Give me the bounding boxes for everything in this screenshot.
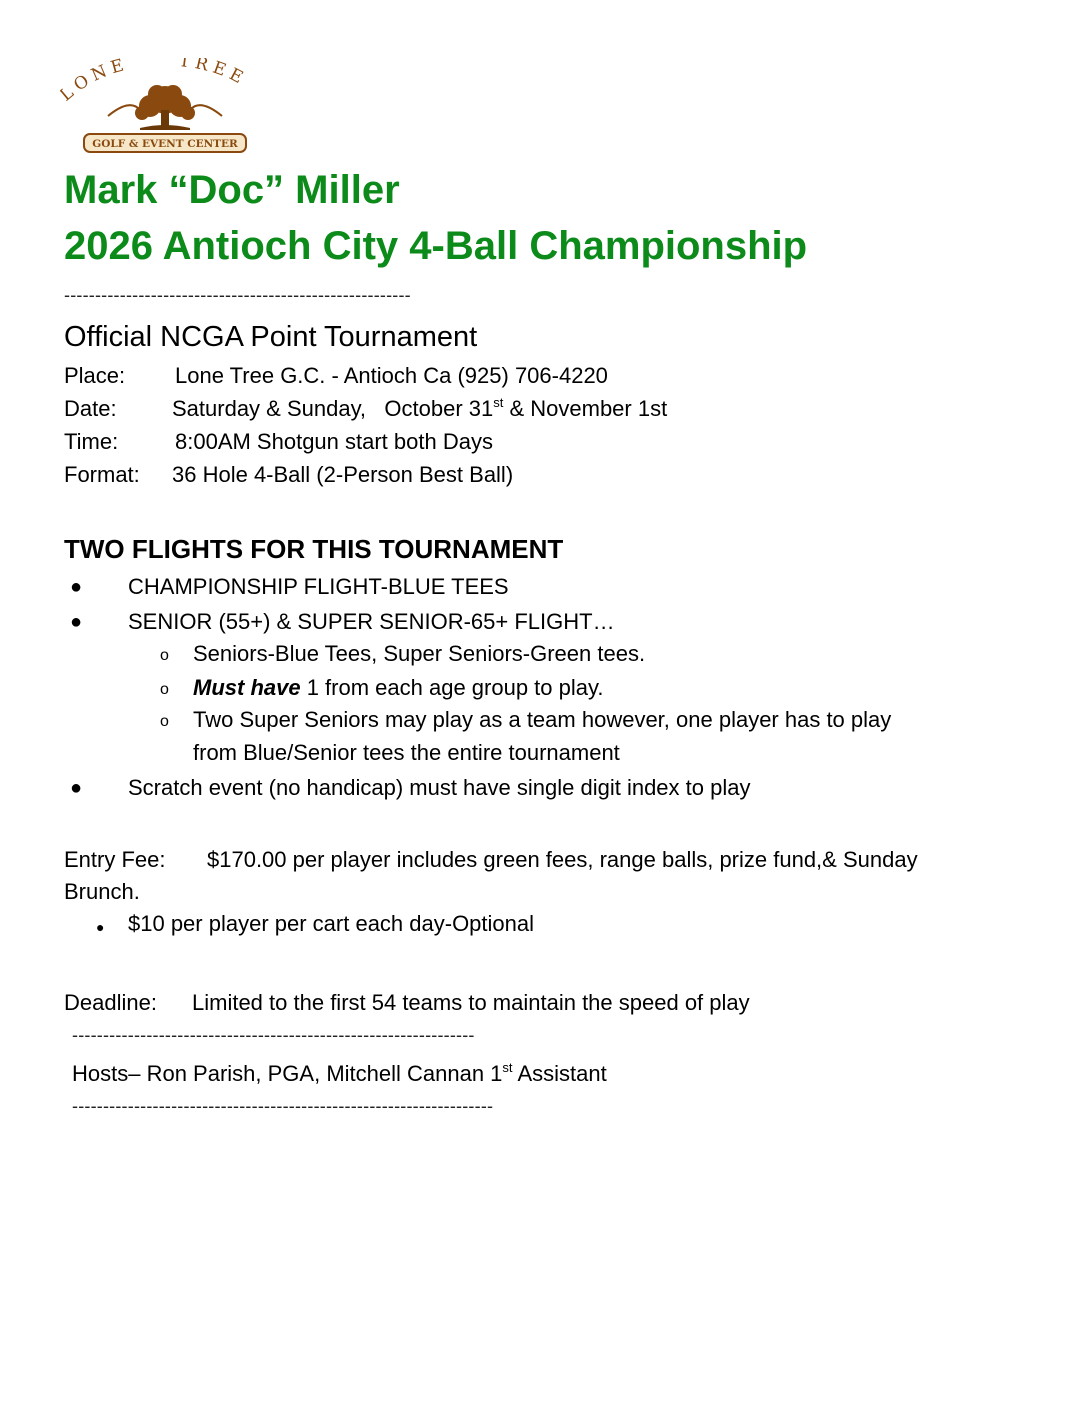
date-label: Date: <box>64 396 117 421</box>
divider-middle: ----------------------------------------------------------------- <box>72 1025 475 1045</box>
senior-subitem-team-line-1: Two Super Seniors may play as a team however, one player has to play <box>193 707 892 732</box>
must-have-emphasis: Must have <box>193 675 301 700</box>
place-label: Place: <box>64 363 126 388</box>
date-suffix: st <box>493 395 504 410</box>
hosts-suffix: st <box>502 1060 513 1075</box>
title-line-2: 2026 Antioch City 4-Ball Championship <box>64 224 808 268</box>
entry-fee-label: Entry Fee: <box>64 847 166 872</box>
subtitle: Official NCGA Point Tournament <box>64 321 478 353</box>
divider-bottom: -------------------------------------------------------------------- <box>72 1096 494 1116</box>
lone-tree-logo <box>60 58 270 158</box>
bullet-icon: ● <box>70 611 83 633</box>
svg-text:GOLF & EVENT CENTER: GOLF & EVENT CENTER <box>92 138 238 150</box>
bullet-icon: ● <box>70 777 83 799</box>
flights-heading: TWO FLIGHTS FOR THIS TOURNAMENT <box>64 534 564 564</box>
deadline-value: Limited to the first 54 teams to maintain the speed of play <box>192 990 750 1015</box>
entry-fee-value: $170.00 per player includes green fees, range balls, prize fund,& Sunday <box>207 847 918 872</box>
bullet-icon: ● <box>70 576 83 598</box>
flight-item-senior: SENIOR (55+) & SUPER SENIOR-65+ FLIGHT… <box>128 609 615 634</box>
date-value-main: Saturday & Sunday, October 31 <box>172 396 494 421</box>
cart-fee: $10 per player per cart each day-Optional <box>128 911 535 936</box>
format-label: Format: <box>64 462 140 487</box>
svg-text:TREE: TREE <box>177 58 251 91</box>
hosts-text: Hosts– Ron Parish, PGA, Mitchell Cannan 1 <box>72 1061 503 1086</box>
time-value: 8:00AM Shotgun start both Days <box>175 429 493 454</box>
place-value: Lone Tree G.C. - Antioch Ca (925) 706-4220 <box>175 363 608 388</box>
senior-subitem-tees: Seniors-Blue Tees, Super Seniors-Green tees. <box>193 641 646 666</box>
hosts-text-end: Assistant <box>512 1061 607 1086</box>
age-group-text: 1 from each age group to play. <box>300 675 604 700</box>
deadline-label: Deadline: <box>64 990 157 1015</box>
entry-fee-value-cont: Brunch. <box>64 879 140 904</box>
date-value <box>172 394 667 424</box>
bullet-icon: ● <box>96 919 105 935</box>
circle-bullet-icon: o <box>160 681 169 698</box>
date-value-end: & November 1st <box>503 396 668 421</box>
format-value: 36 Hole 4-Ball (2-Person Best Ball) <box>172 462 514 487</box>
title-line-1: Mark “Doc” Miller <box>64 168 400 212</box>
lone-tree-logo-graphic <box>60 58 270 158</box>
svg-text:LONE: ONE <box>70 58 131 96</box>
circle-bullet-icon: o <box>160 713 169 730</box>
flight-item-scratch: Scratch event (no handicap) must have single digit index to play <box>128 775 751 800</box>
hosts-line <box>72 1059 607 1089</box>
flight-item-championship: CHAMPIONSHIP FLIGHT-BLUE TEES <box>128 574 509 599</box>
time-label: Time: <box>64 429 119 454</box>
senior-subitem-age-group <box>193 673 603 703</box>
senior-subitem-team-line-2: from Blue/Senior tees the entire tournament <box>193 740 620 765</box>
divider-top: -------------------------------------------------------- <box>64 285 411 305</box>
circle-bullet-icon: o <box>160 647 169 664</box>
